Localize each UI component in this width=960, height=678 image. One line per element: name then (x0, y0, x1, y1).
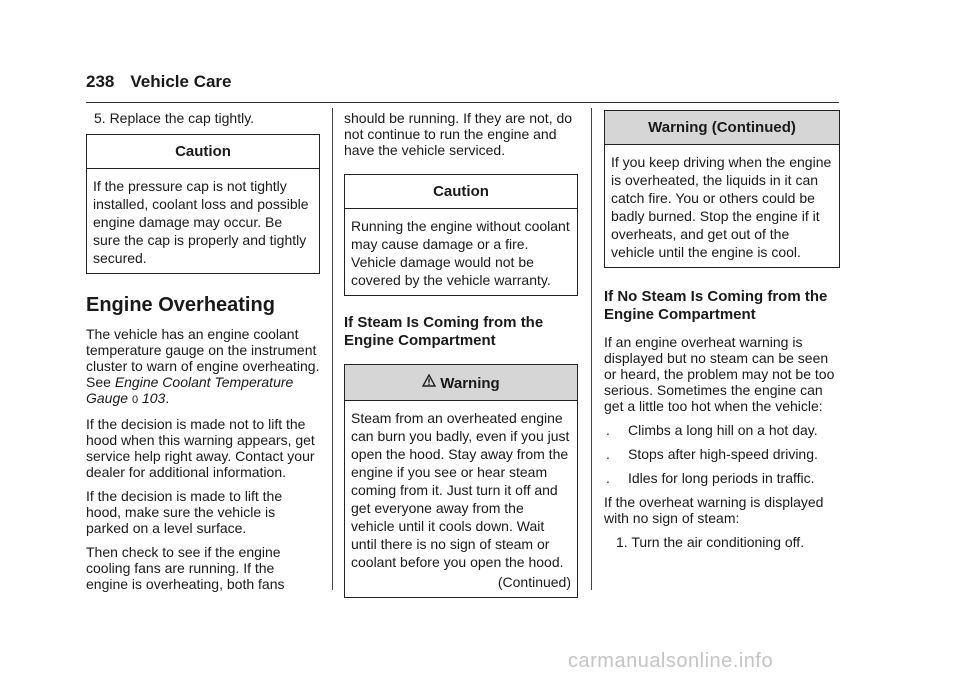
warning-box (344, 364, 578, 598)
no-steam-heading: If No Steam Is Coming from the Engine Compartment (604, 288, 828, 323)
warning-text: Steam from an overheated engine can burn you badly, even if you just open the hood. Stay away from the engine if you see or hear steam coming from it. Just turn it off and get everyone away from the vehicle until it cools down. Wait until there is no sign of steam or coolant before you open the hood. (351, 410, 570, 570)
paragraph-text: The vehicle has an engine coolant temperature gauge on the instrument cluster to warn of engine overheating. See (86, 326, 320, 390)
paragraph: If the decision is made to lift the hood, make sure the vehicle is parked on a level surface. (86, 488, 283, 536)
column-1 (86, 110, 320, 600)
warning-continued-title: Warning (Continued) (605, 111, 839, 145)
list-item-text: Idles for long periods in traffic. (628, 470, 815, 486)
step-5: 5. Replace the cap tightly. (94, 110, 255, 126)
bullet-symbol: . (606, 446, 610, 462)
list-item (604, 422, 840, 438)
warning-text: If you keep driving when the engine is overheated, the liquids in it can catch fire. You or others could be badly burned. Stop the engine if it overheats, and get out of the vehicle until the engine is cool. (611, 154, 832, 260)
warning-continued-box (604, 110, 840, 268)
list-item (604, 446, 840, 462)
paragraph: The vehicle has an engine coolant temperature gauge on the instrument cluster to warn of engine overheating. See Engine Coolant Temperature Gauge 0 103. (86, 326, 320, 406)
step-1: 1. Turn the air conditioning off. (616, 534, 805, 550)
caution-box (344, 174, 578, 296)
list-item-text: Stops after high-speed driving. (628, 446, 818, 462)
warning-icon (422, 374, 436, 391)
warning-body (345, 401, 577, 597)
bullet-symbol: . (606, 470, 610, 486)
engine-overheating-heading: Engine Overheating (86, 294, 275, 316)
list-item-text: Climbs a long hill on a hot day. (628, 422, 818, 438)
steam-coming-heading: If Steam Is Coming from the Engine Compartment (344, 314, 544, 349)
paragraph: If the overheat warning is displayed with no sign of steam: (604, 494, 824, 526)
caution-box (86, 134, 320, 274)
cross-reference-link[interactable]: Engine Coolant Temperature Gauge (86, 374, 294, 406)
column-3 (604, 110, 840, 558)
caution-title: Caution (87, 135, 319, 169)
page-header (86, 72, 839, 103)
page-ref-number[interactable]: 103 (141, 390, 166, 406)
bullet-symbol: . (606, 422, 610, 438)
caution-body (87, 169, 319, 273)
paragraph: should be running. If they are not, do not continue to run the engine and have the vehicle serviced. (344, 110, 573, 158)
caution-title: Caution (345, 175, 577, 209)
warning-header (345, 365, 577, 401)
warning-continued-body (605, 145, 839, 267)
continued-label: (Continued) (497, 574, 571, 590)
warning-title: Warning (440, 375, 500, 392)
paragraph: Then check to see if the engine cooling fans are running. If the engine is overheating, both fans (86, 544, 285, 592)
column-2 (344, 110, 578, 610)
paragraph: If an engine overheat warning is displayed but no steam can be seen or heard, the problem may not be too serious. Sometimes the engine can get a little too hot when the vehicle: (604, 334, 835, 414)
list-item (604, 470, 840, 486)
section-title: Vehicle Care (130, 72, 232, 91)
page-ref-arrow-icon: 0 (131, 394, 139, 406)
paragraph: If the decision is made not to lift the hood when this warning appears, get service help right away. Contact your dealer for additional information. (86, 416, 315, 480)
caution-body (345, 209, 577, 295)
page-number: 238 (86, 72, 115, 91)
column-divider-2 (591, 108, 592, 590)
caution-text: Running the engine without coolant may cause damage or a fire. Vehicle damage would not be covered by the vehicle warranty. (351, 218, 570, 288)
caution-text: If the pressure cap is not tightly installed, coolant loss and possible engine damage may occur. Be sure the cap is properly and tightly secured. (93, 178, 309, 266)
column-divider-1 (332, 108, 333, 590)
watermark: carmanualsonline.info (568, 650, 774, 672)
